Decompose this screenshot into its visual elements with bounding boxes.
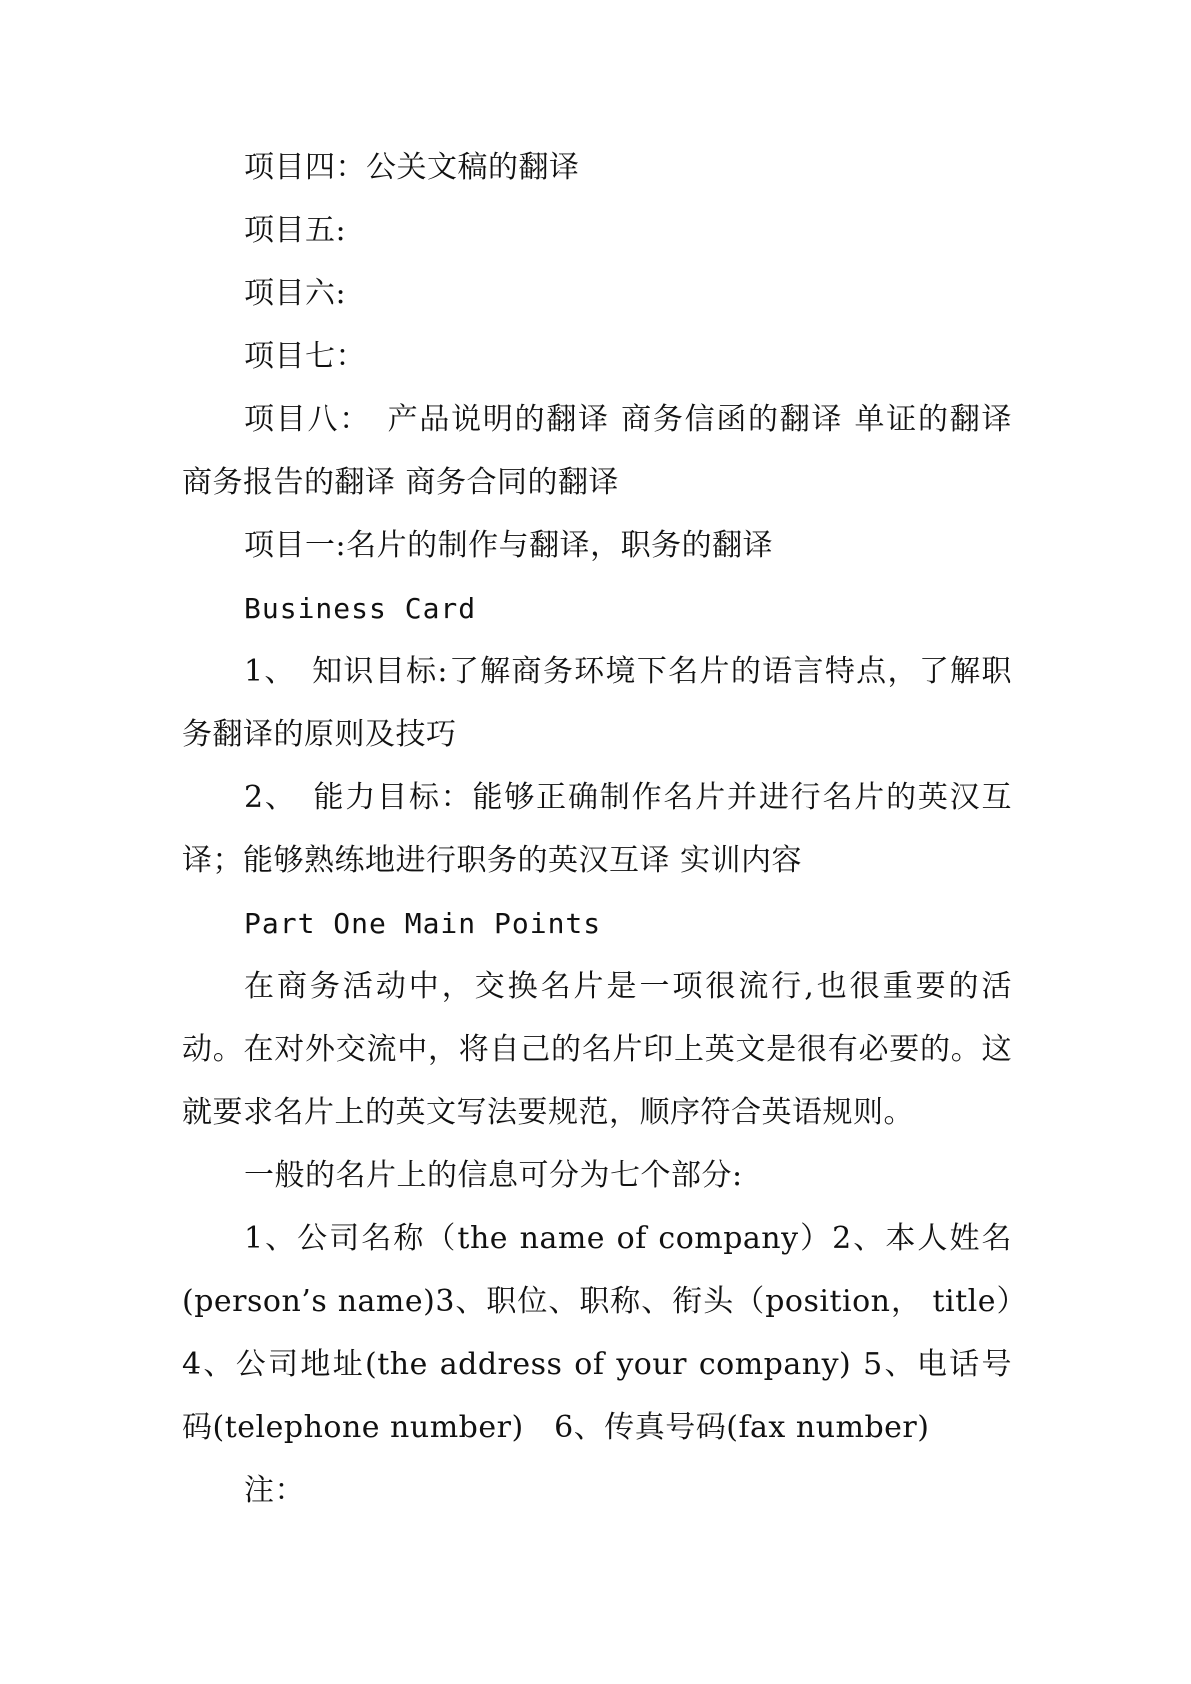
heading-business-card: Business Card (244, 592, 477, 625)
heading-part-one: Part One Main Points (244, 907, 602, 940)
paragraph-project-1: 项目一:名片的制作与翻译，职务的翻译 (244, 528, 774, 563)
paragraph-project-8: 项目八： 产品说明的翻译 商务信函的翻译 单证的翻译 商务报告的翻译 商务合同的翻译 (182, 402, 1012, 500)
paragraph-project-5: 项目五: (244, 213, 347, 248)
paragraph-card-items: 1、公司名称（the name of company）2、本人姓名(person’s name)3、职位、职称、衔头（position， title）4、公司地址(the address of your company) 5、电话号码(telephone number) 6、传真号码(fax number) (182, 1221, 1012, 1445)
paragraph-project-6: 项目六: (244, 276, 347, 311)
paragraph-seven-parts: 一般的名片上的信息可分为七个部分: (244, 1158, 743, 1193)
paragraph-knowledge-goal: 1、 知识目标:了解商务环境下名片的语言特点，了解职务翻译的原则及技巧 (182, 654, 1012, 752)
paragraph-project-7: 项目七： (244, 339, 366, 374)
document-body (182, 136, 1012, 1522)
paragraph-note: 注： (244, 1473, 305, 1508)
paragraph-business-activity: 在商务活动中，交换名片是一项很流行,也很重要的活动。在对外交流中，将自己的名片印上英文是很有必要的。这就要求名片上的英文写法要规范，顺序符合英语规则。 (182, 969, 1012, 1130)
paragraph-project-4: 项目四：公关文稿的翻译 (244, 150, 580, 185)
paragraph-ability-goal: 2、 能力目标：能够正确制作名片并进行名片的英汉互译；能够熟练地进行职务的英汉互译 实训内容 (182, 780, 1012, 878)
